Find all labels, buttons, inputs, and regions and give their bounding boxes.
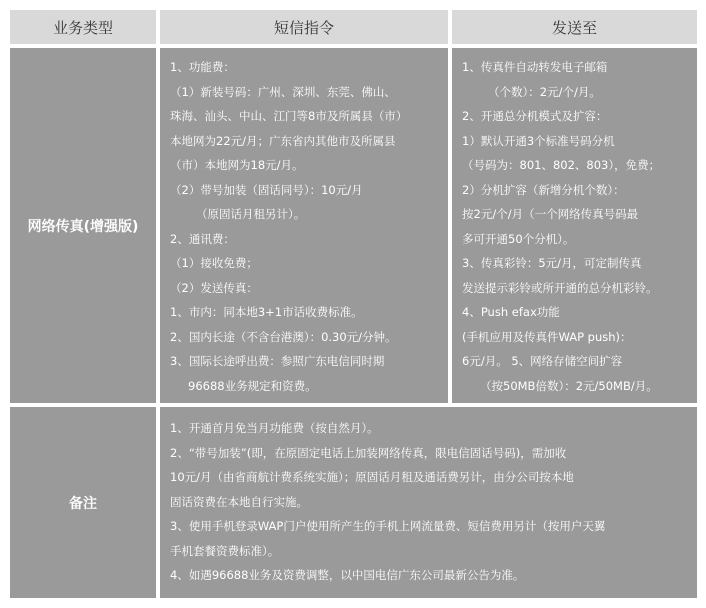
fee-line: （原固话月租另计）。 [196,207,306,221]
fee-line: 1、功能费： [170,60,235,74]
header-send-to: 发送至 [452,10,697,44]
remark-line: 4、如遇96688业务及资费调整，以中国电信广东公司最新公告为准。 [170,568,525,582]
remarks-text [160,407,697,598]
header-sms-command: 短信指令 [160,10,448,44]
network-fax-features [452,48,697,403]
feature-line: 发送提示彩铃或所开通的总分机彩铃。 [462,280,658,295]
fee-line: 本地网为22元/月；广东省内其他市及所属县 [170,133,396,148]
feature-line: 多可开通50个分机）。 [462,231,575,246]
feature-line: 3、传真彩铃：5元/月，可定制传真 [462,256,642,270]
feature-line: 6元/月。 5、网络存储空间扩容 [462,354,623,368]
feature-line: 4、Push efax功能 [462,305,560,319]
fee-line: （1）接收免费； [170,256,258,270]
fee-line: （市）本地网为18元/月。 [170,158,304,172]
feature-line: （个数）：2元/个/月。 [488,84,601,99]
header-business-type: 业务类型 [10,10,156,44]
remark-line: 3、使用手机登录WAP门户使用所产生的手机上网流量费、短信费用另计（按用户天翼 [170,519,606,533]
fee-line: （1）新装号码：广州、深圳、东莞、佛山、 [170,84,396,99]
network-fax-fees [160,48,448,403]
fee-line: 96688业务规定和资费。 [188,378,317,393]
feature-line: 2、开通总分机模式及扩容： [462,109,608,123]
remark-line: 10元/月（由省商航计费系统实施）；原固话月租及通话费另计，由分公司按本地 [170,470,574,484]
fee-line: 1、市内：同本地3+1市话收费标准。 [170,305,363,319]
remark-line: 2、“带号加装”(即，在原固定电话上加装网络传真，限电信固话号码)，需加收 [170,445,567,460]
feature-line: 1）默认开通3个标准号码分机 [462,133,615,148]
row-label-network-fax: 网络传真(增强版) [10,48,156,403]
fee-line: 珠海、汕头、中山、江门等8市及所属县（市） [170,109,408,123]
feature-line: 2）分机扩容（新增分机个数）： [462,182,625,197]
feature-line: (手机应用及传真件WAP push)： [462,329,632,344]
fee-line: 2、通讯费： [170,231,235,246]
remark-line: 固话资费在本地自行实施。 [170,494,308,509]
feature-line: （按50MB倍数）：2元/50MB/月。 [480,378,658,393]
fee-line: 3、国际长途呼出费：参照广东电信同时期 [170,354,385,368]
fee-line: （2）带号加装（固话同号）：10元/月 [170,182,363,197]
remark-line: 1、开通首月免当月功能费（按自然月）。 [170,421,379,435]
remark-line: 手机套餐资费标准）。 [170,543,280,558]
fee-line: （2）发送传真： [170,280,258,295]
feature-line: 按2元/个/月（一个网络传真号码最 [462,207,639,221]
fee-line: 2、国内长途（不含台港澳）：0.30元/分钟。 [170,329,397,344]
feature-line: （号码为：801、802、803），免费； [462,158,661,172]
feature-line: 1、传真件自动转发电子邮箱 [462,60,608,74]
row-label-remarks: 备注 [10,407,156,598]
